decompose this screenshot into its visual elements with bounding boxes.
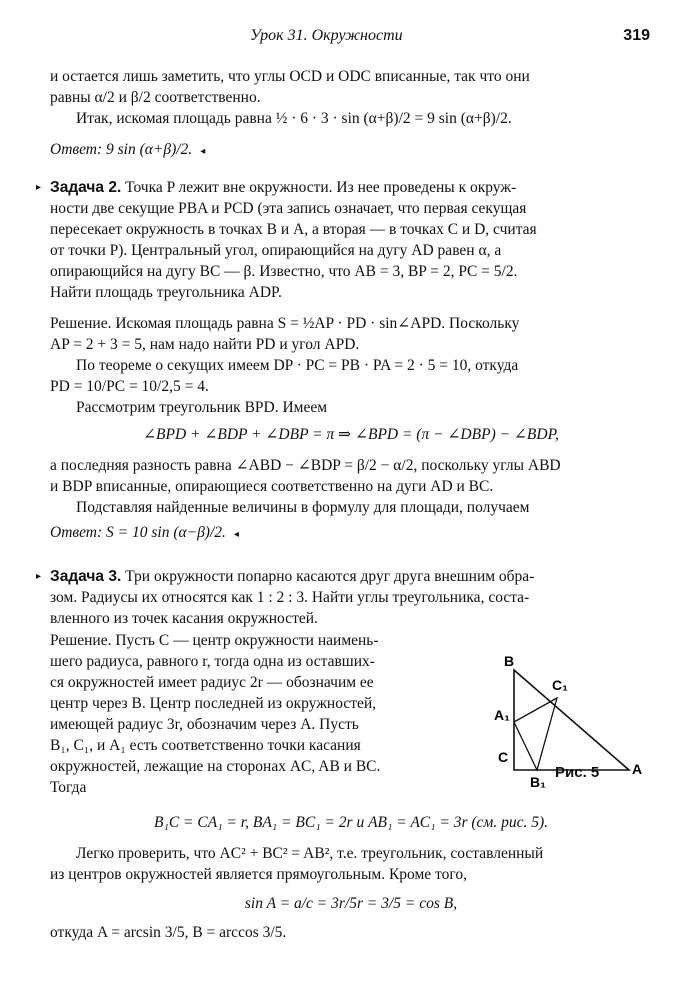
text-line: Найти площадь треугольника ADP. xyxy=(50,284,282,301)
text-line: откуда A = arcsin 3/5, B = arccos 3/5. xyxy=(50,924,287,941)
text-line: зом. Радиусы их относятся как 1 : 2 : 3. Найти углы треугольника, соста- xyxy=(50,589,530,606)
text-line: центр через B. Центр последней из окружностей, xyxy=(50,695,377,712)
start-marker: ▸ xyxy=(36,571,42,582)
end-marker: ◂ xyxy=(200,146,206,157)
formula-line: B₁C = CA₁ = r, BA₁ = BC₁ = 2r и AB₁ = AC₁ = 3r (см. рис. 5). xyxy=(153,814,548,831)
text-line: шего радиуса, равного r, тогда одна из оставших- xyxy=(50,653,375,670)
text-line: PD = 10/PC = 10/2,5 = 4. xyxy=(50,378,209,395)
solution-3-rest xyxy=(50,812,652,943)
label-a1: A₁ xyxy=(494,707,510,723)
formula-line: sin A = a/c = 3r/5r = 3/5 = cos B, xyxy=(244,895,458,912)
answer-line: Ответ: 9 sin (α+β)/2. ◂ xyxy=(50,141,206,158)
answer-line: Ответ: S = 10 sin (α−β)/2. ◂ xyxy=(50,524,239,541)
task-2 xyxy=(36,177,652,303)
label-b: B xyxy=(504,653,515,669)
solution-3-intro xyxy=(50,630,470,798)
text-line: и BDP вписанные, опирающиеся соответственно на дуги AD и BC. xyxy=(50,478,494,495)
text-line: ности две секущие PBA и PCD (эта запись означает, что первая секущая xyxy=(50,200,527,217)
formula-line: ∠BPD + ∠BDP + ∠DBP = π ⇒ ∠BPD = (π − ∠DBP) − ∠BDP, xyxy=(143,426,559,443)
label-b1: B₁ xyxy=(530,774,546,790)
end-marker: ◂ xyxy=(233,529,239,540)
running-title: Урок 31. Окружности xyxy=(250,27,403,44)
text-line: опирающийся на дугу BC — β. Известно, что AB = 3, BP = 2, PC = 5/2. xyxy=(50,263,518,280)
text-line: Три окружности попарно касаются друг друга внешним обра- xyxy=(125,568,535,585)
text-line: Подставляя найденные величины в формулу для площади, получаем xyxy=(76,499,530,516)
label-a: A xyxy=(632,761,643,777)
text-line: B₁, C₁, и A₁ есть соответственно точки касания xyxy=(50,737,361,754)
page-number: 319 xyxy=(623,27,650,44)
page-header xyxy=(50,26,650,48)
text-line: из центров окружностей является прямоугольным. Кроме того, xyxy=(50,866,467,883)
text-line: окружностей, лежащие на сторонах AC, AB и BC. xyxy=(50,758,381,775)
text-line: Точка P лежит вне окружности. Из нее проведены к окруж- xyxy=(125,179,517,196)
task-label: Задача 2. xyxy=(50,179,122,196)
text-line: от точки P). Центральный угол, опирающийся на дугу AD равен α, а xyxy=(50,242,502,259)
text-line: Легко проверить, что AC² + BC² = AB², т.е. треугольник, составленный xyxy=(76,845,544,862)
label-c: C xyxy=(498,749,509,765)
text-line: AP = 2 + 3 = 5, нам надо найти PD и угол APD. xyxy=(50,336,360,353)
start-marker: ▸ xyxy=(36,182,42,193)
triangle-abc xyxy=(514,670,629,770)
text-line: пересекает окружность в точках B и A, а вторая — в точках C и D, считая xyxy=(50,221,537,238)
text-line: имеющей радиус 3r, обозначим через A. Пусть xyxy=(50,716,359,733)
text-line: равны α/2 и β/2 соответственно. xyxy=(50,89,261,106)
text-line: и остается лишь заметить, что углы OCD и ODC вписанные, так что они xyxy=(50,68,530,85)
figure-caption: Рис. 5 xyxy=(555,764,600,781)
task-3 xyxy=(36,566,652,629)
triangle-a1b1c1 xyxy=(514,698,557,770)
text-line: ся окружностей имеет радиус 2r — обозначим ее xyxy=(50,674,374,691)
text-line: Решение. Искомая площадь равна S = ½AP · PD · sin∠APD. Поскольку xyxy=(50,315,520,332)
text-line: Рассмотрим треугольник BPD. Имеем xyxy=(76,399,328,416)
solution-2 xyxy=(50,313,652,543)
intro-paragraph xyxy=(50,66,652,160)
task-label: Задача 3. xyxy=(50,568,122,585)
text-line: Итак, искомая площадь равна ½ · 6 · 3 · sin (α+β)/2 = 9 sin (α+β)/2. xyxy=(76,110,512,127)
text-line: а последняя разность равна ∠ABD − ∠BDP = β/2 − α/2, поскольку углы ABD xyxy=(50,457,561,474)
text-line: Решение. Пусть C — центр окружности наимень- xyxy=(50,632,379,649)
text-line: Тогда xyxy=(50,779,87,796)
text-line: По теореме о секущих имеем DP · PC = PB · PA = 2 · 5 = 10, откуда xyxy=(76,357,519,374)
label-c1: C₁ xyxy=(552,677,568,693)
text-line: вленного из точек касания окружностей. xyxy=(50,610,318,627)
